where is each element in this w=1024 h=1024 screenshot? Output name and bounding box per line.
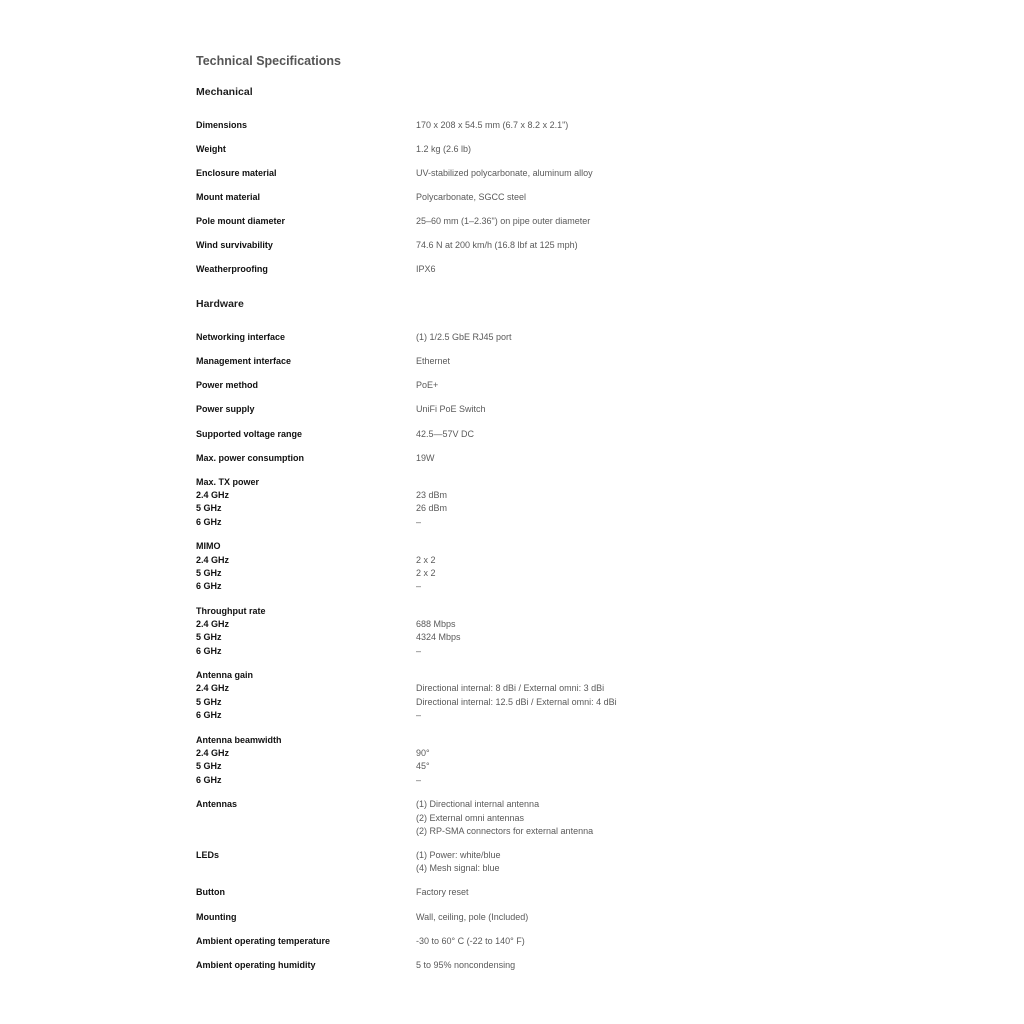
spec-label-weight: Weight (196, 144, 226, 154)
leds-line: (1) Power: white/blue (416, 850, 501, 860)
spec-label-pole-mount-diameter: Pole mount diameter (196, 216, 286, 226)
mimo-value-6ghz: – (416, 581, 422, 591)
band-label-2-4ghz: 2.4 GHz (196, 748, 230, 758)
tx-power-value-2-4ghz: 23 dBm (416, 490, 448, 500)
spec-value-pole-mount-diameter: 25–60 mm (1–2.36") on pipe outer diameter (416, 216, 591, 226)
antennas-line: (1) Directional internal antenna (416, 799, 540, 809)
spec-value-max-power-consumption: 19W (416, 453, 435, 463)
band-label-5ghz: 5 GHz (196, 697, 222, 707)
antennas-line: (2) RP-SMA connectors for external antenna (416, 826, 594, 836)
antenna-gain-value-5ghz: Directional internal: 12.5 dBi / External omni: 4 dBi (416, 697, 617, 707)
spec-value-power-method: PoE+ (416, 380, 439, 390)
spec-value-management-interface: Ethernet (416, 356, 451, 366)
section-heading-mechanical: Mechanical (196, 86, 253, 98)
band-label-6ghz: 6 GHz (196, 710, 222, 720)
throughput-value-5ghz: 4324 Mbps (416, 632, 461, 642)
spec-label-wind-survivability: Wind survivability (196, 240, 273, 250)
section-heading-hardware: Hardware (196, 298, 244, 310)
antenna-gain-value-2-4ghz: Directional internal: 8 dBi / External omni: 3 dBi (416, 683, 605, 693)
spec-value-weight: 1.2 kg (2.6 lb) (416, 144, 472, 154)
band-label-6ghz: 6 GHz (196, 646, 222, 656)
band-label-6ghz: 6 GHz (196, 775, 222, 785)
tx-power-value-5ghz: 26 dBm (416, 503, 448, 513)
spec-value-ambient-operating-temperature: -30 to 60° C (-22 to 140° F) (416, 936, 525, 946)
beamwidth-value-2-4ghz: 90° (416, 748, 430, 758)
spec-value-power-supply: UniFi PoE Switch (416, 404, 486, 414)
spec-label-leds: LEDs (196, 850, 220, 860)
spec-label-max-power-consumption: Max. power consumption (196, 453, 305, 463)
band-label-5ghz: 5 GHz (196, 761, 222, 771)
spec-page (196, 0, 916, 1024)
throughput-value-6ghz: – (416, 646, 422, 656)
spec-label-mount-material: Mount material (196, 192, 261, 202)
spec-label-antennas: Antennas (196, 799, 238, 809)
beamwidth-value-5ghz: 45° (416, 761, 430, 771)
spec-label-weatherproofing: Weatherproofing (196, 264, 268, 274)
spec-value-mounting: Wall, ceiling, pole (Included) (416, 912, 529, 922)
mimo-value-2-4ghz: 2 x 2 (416, 555, 436, 565)
spec-value-weatherproofing: IPX6 (416, 264, 436, 274)
spec-label-ambient-operating-temperature: Ambient operating temperature (196, 936, 331, 946)
spec-group-label-throughput-rate: Throughput rate (196, 606, 266, 616)
throughput-value-2-4ghz: 688 Mbps (416, 619, 456, 629)
spec-label-mounting: Mounting (196, 912, 237, 922)
spec-value-networking-interface: (1) 1/2.5 GbE RJ45 port (416, 332, 512, 342)
band-label-2-4ghz: 2.4 GHz (196, 619, 230, 629)
spec-group-label-max-tx-power: Max. TX power (196, 477, 260, 487)
spec-label-supported-voltage-range: Supported voltage range (196, 429, 303, 439)
spec-label-power-method: Power method (196, 380, 259, 390)
beamwidth-value-6ghz: – (416, 775, 422, 785)
band-label-5ghz: 5 GHz (196, 632, 222, 642)
spec-value-supported-voltage-range: 42.5—57V DC (416, 429, 475, 439)
band-label-2-4ghz: 2.4 GHz (196, 490, 230, 500)
spec-value-mount-material: Polycarbonate, SGCC steel (416, 192, 527, 202)
spec-value-button: Factory reset (416, 887, 469, 897)
spec-group-label-antenna-gain: Antenna gain (196, 670, 254, 680)
spec-label-button: Button (196, 887, 225, 897)
antennas-line: (2) External omni antennas (416, 813, 525, 823)
spec-label-dimensions: Dimensions (196, 120, 248, 130)
band-label-5ghz: 5 GHz (196, 568, 222, 578)
band-label-6ghz: 6 GHz (196, 517, 222, 527)
spec-label-ambient-operating-humidity: Ambient operating humidity (196, 960, 316, 970)
band-label-6ghz: 6 GHz (196, 581, 222, 591)
mimo-value-5ghz: 2 x 2 (416, 568, 436, 578)
spec-value-wind-survivability: 74.6 N at 200 km/h (16.8 lbf at 125 mph) (416, 240, 578, 250)
spec-group-label-mimo: MIMO (196, 541, 221, 551)
spec-label-enclosure-material: Enclosure material (196, 168, 277, 178)
spec-label-management-interface: Management interface (196, 356, 292, 366)
spec-label-power-supply: Power supply (196, 404, 255, 414)
spec-value-dimensions: 170 x 208 x 54.5 mm (6.7 x 8.2 x 2.1") (416, 120, 569, 130)
spec-label-networking-interface: Networking interface (196, 332, 286, 342)
tx-power-value-6ghz: – (416, 517, 422, 527)
page-title: Technical Specifications (196, 54, 341, 68)
antenna-gain-value-6ghz: – (416, 710, 422, 720)
spec-value-enclosure-material: UV-stabilized polycarbonate, aluminum alloy (416, 168, 593, 178)
band-label-5ghz: 5 GHz (196, 503, 222, 513)
spec-value-ambient-operating-humidity: 5 to 95% noncondensing (416, 960, 516, 970)
band-label-2-4ghz: 2.4 GHz (196, 683, 230, 693)
spec-group-label-antenna-beamwidth: Antenna beamwidth (196, 735, 282, 745)
band-label-2-4ghz: 2.4 GHz (196, 555, 230, 565)
leds-line: (4) Mesh signal: blue (416, 863, 500, 873)
